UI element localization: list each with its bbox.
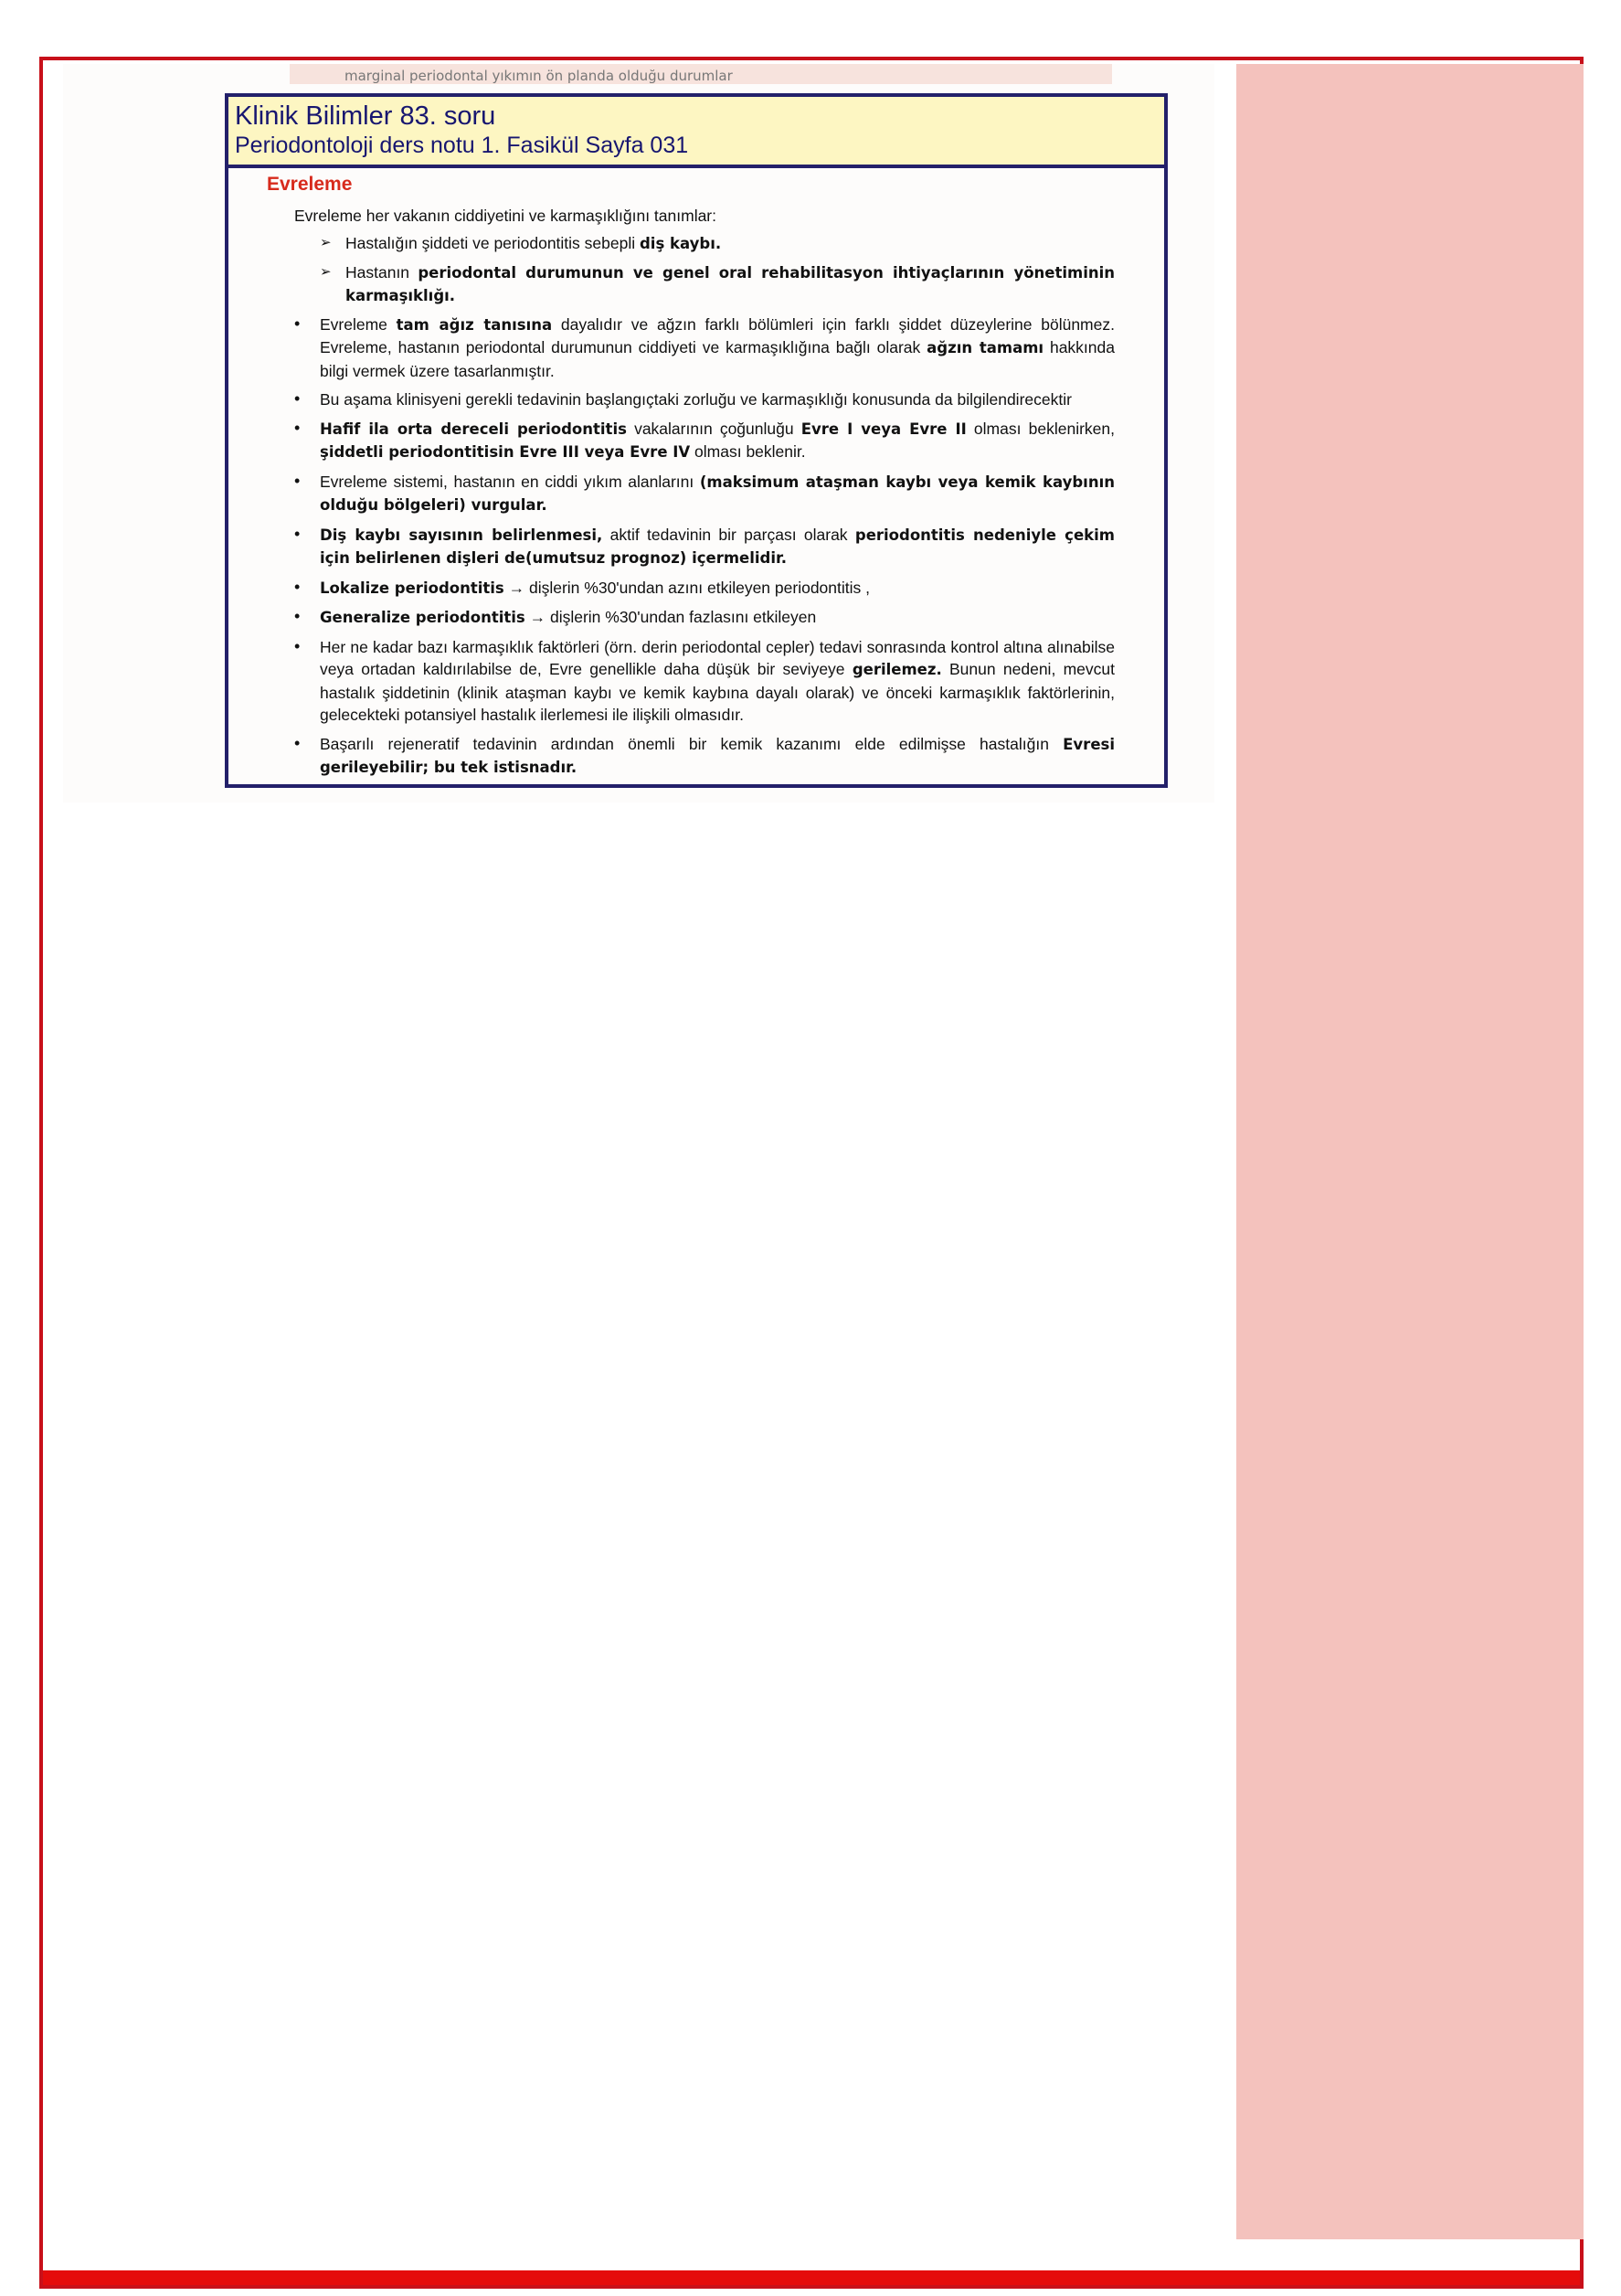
arrow-list-item-marker: ➢ (320, 235, 332, 250)
bullet-list-item (294, 577, 1115, 601)
text-run: Hastanın (345, 262, 418, 282)
card-subtitle: Periodontoloji ders notu 1. Fasikül Sayfa 031 (235, 133, 689, 158)
text-run: olması beklenirken, (966, 419, 1115, 438)
bold-text: Evre I veya Evre II (800, 420, 967, 438)
bullet-list-item (294, 314, 1115, 383)
bullet-list-item-marker: • (294, 607, 301, 625)
text-run: Evreleme (320, 314, 397, 334)
card-header (228, 97, 1164, 168)
text-run: Hastalığın şiddeti ve periodontitis sebepli (345, 234, 640, 252)
arrow-list-item-marker: ➢ (320, 263, 332, 280)
section-lead: Evreleme her vakanın ciddiyetini ve karmaşıklığını tanımlar: (294, 207, 716, 225)
bullet-list-item-marker: • (294, 314, 301, 333)
bullet-list-item-marker: • (294, 636, 301, 655)
text-run: → dişlerin %30'undan fazlasını etkileyen (524, 608, 817, 626)
bold-text: Lokalize periodontitis (320, 579, 504, 597)
side-panel (1236, 64, 1584, 2239)
text-run: Bu aşama klinisyeni gerekli tedavinin başlangıçtaki zorluğu ve karmaşıklığı konusunda da bilgilendirecektir (320, 390, 1072, 409)
bullet-list-item-marker: • (294, 418, 301, 437)
bold-text: şiddetli periodontitisin Evre III veya Evre IV (320, 443, 691, 461)
bold-text: tam ağız tanısına (396, 315, 553, 334)
bullet-list-item (294, 606, 1115, 630)
bold-text: periodontitis nedeniyle çekim için belirlenen dişleri de(umutsuz prognoz) içermelidir. (320, 526, 1115, 567)
card-body (228, 170, 1164, 786)
text-run: Evreleme sistemi, hastanın en ciddi yıkım alanlarını (320, 472, 700, 491)
text-run: hakkında bilgi vermek üzere tasarlanmıştır. (320, 338, 1115, 380)
bottom-bar (43, 2270, 1580, 2285)
bullet-list-item-marker: • (294, 733, 301, 752)
bold-text: Evresi gerileyebilir; bu tek istisnadır. (320, 735, 1115, 776)
arrow-list-item (320, 232, 1115, 256)
bullet-list-item-marker: • (294, 524, 301, 543)
arrow-list-item (320, 261, 1115, 308)
card-title: Klinik Bilimler 83. soru (235, 101, 496, 131)
bullet-list-item (294, 636, 1115, 727)
bullet-list-item-marker: • (294, 577, 301, 596)
text-run: dayalıdır ve ağzın farklı bölümleri için farklı şiddet düzeylerine bölünmez. Evreleme, hastanın periodontal durumunun ciddiyeti ve karmaşıklığına bağlı olarak (320, 314, 1115, 356)
text-run: → dişlerin %30'undan azını etkileyen periodontitis , (503, 578, 870, 597)
clip-top-text: marginal periodontal yıkımın ön planda olduğu durumlar (344, 68, 733, 84)
bullet-list-item (294, 733, 1115, 780)
arrow-list (320, 232, 1115, 308)
bold-text: ağzın tamamı (927, 339, 1044, 356)
bullet-list-item (294, 524, 1115, 570)
bullet-list-item (294, 418, 1115, 464)
bullet-list-item-marker: • (294, 471, 301, 490)
text-run: Bunun nedeni, mevcut hastalık şiddetinin (klinik ataşman kaybı ve kemik kaybına dayalı olarak) ve önceki karmaşıklık faktörlerinin, gelecekteki potansiyel hastalık ilerlemesi ile ilişkili olmasıdır. (320, 660, 1115, 724)
bullet-list (294, 314, 1115, 780)
document-clip (63, 64, 1214, 803)
bold-text: gerilemez. (852, 661, 942, 678)
question-card (225, 93, 1168, 788)
clip-top-strip (290, 64, 1112, 84)
bold-text: Diş kaybı sayısının belirlenmesi, (320, 526, 603, 544)
bold-text: diş kaybı. (640, 235, 722, 252)
text-run: olması beklenir. (690, 442, 806, 461)
page-frame (39, 57, 1584, 2289)
bullet-list-item (294, 388, 1115, 411)
section-heading: Evreleme (267, 174, 353, 195)
text-run: aktif tedavinin bir parçası olarak (602, 525, 855, 544)
text-run: Başarılı rejeneratif tedavinin ardından önemli bir kemik kazanımı elde edilmişse hastalığın (320, 734, 1064, 753)
text-run: Her ne kadar bazı karmaşıklık faktörleri (örn. derin periodontal cepler) tedavi sonrasında kontrol altına alınabilse veya ortadan kaldırılabilse de, Evre genellikle daha düşük bir seviyeye (320, 637, 1115, 678)
bold-text: Hafif ila orta dereceli periodontitis (320, 420, 627, 438)
bold-text: Generalize periodontitis (320, 609, 525, 626)
text-run: vakalarının çoğunluğu (626, 419, 801, 438)
bullet-list-item-marker: • (294, 389, 301, 408)
bold-text: periodontal durumunun ve genel oral rehabilitasyon ihtiyaçlarının yönetiminin karmaşıklığı. (345, 263, 1116, 304)
bold-text: (maksimum ataşman kaybı veya kemik kaybının olduğu bölgeleri) vurgular. (320, 473, 1115, 514)
bullet-list-item (294, 471, 1115, 517)
